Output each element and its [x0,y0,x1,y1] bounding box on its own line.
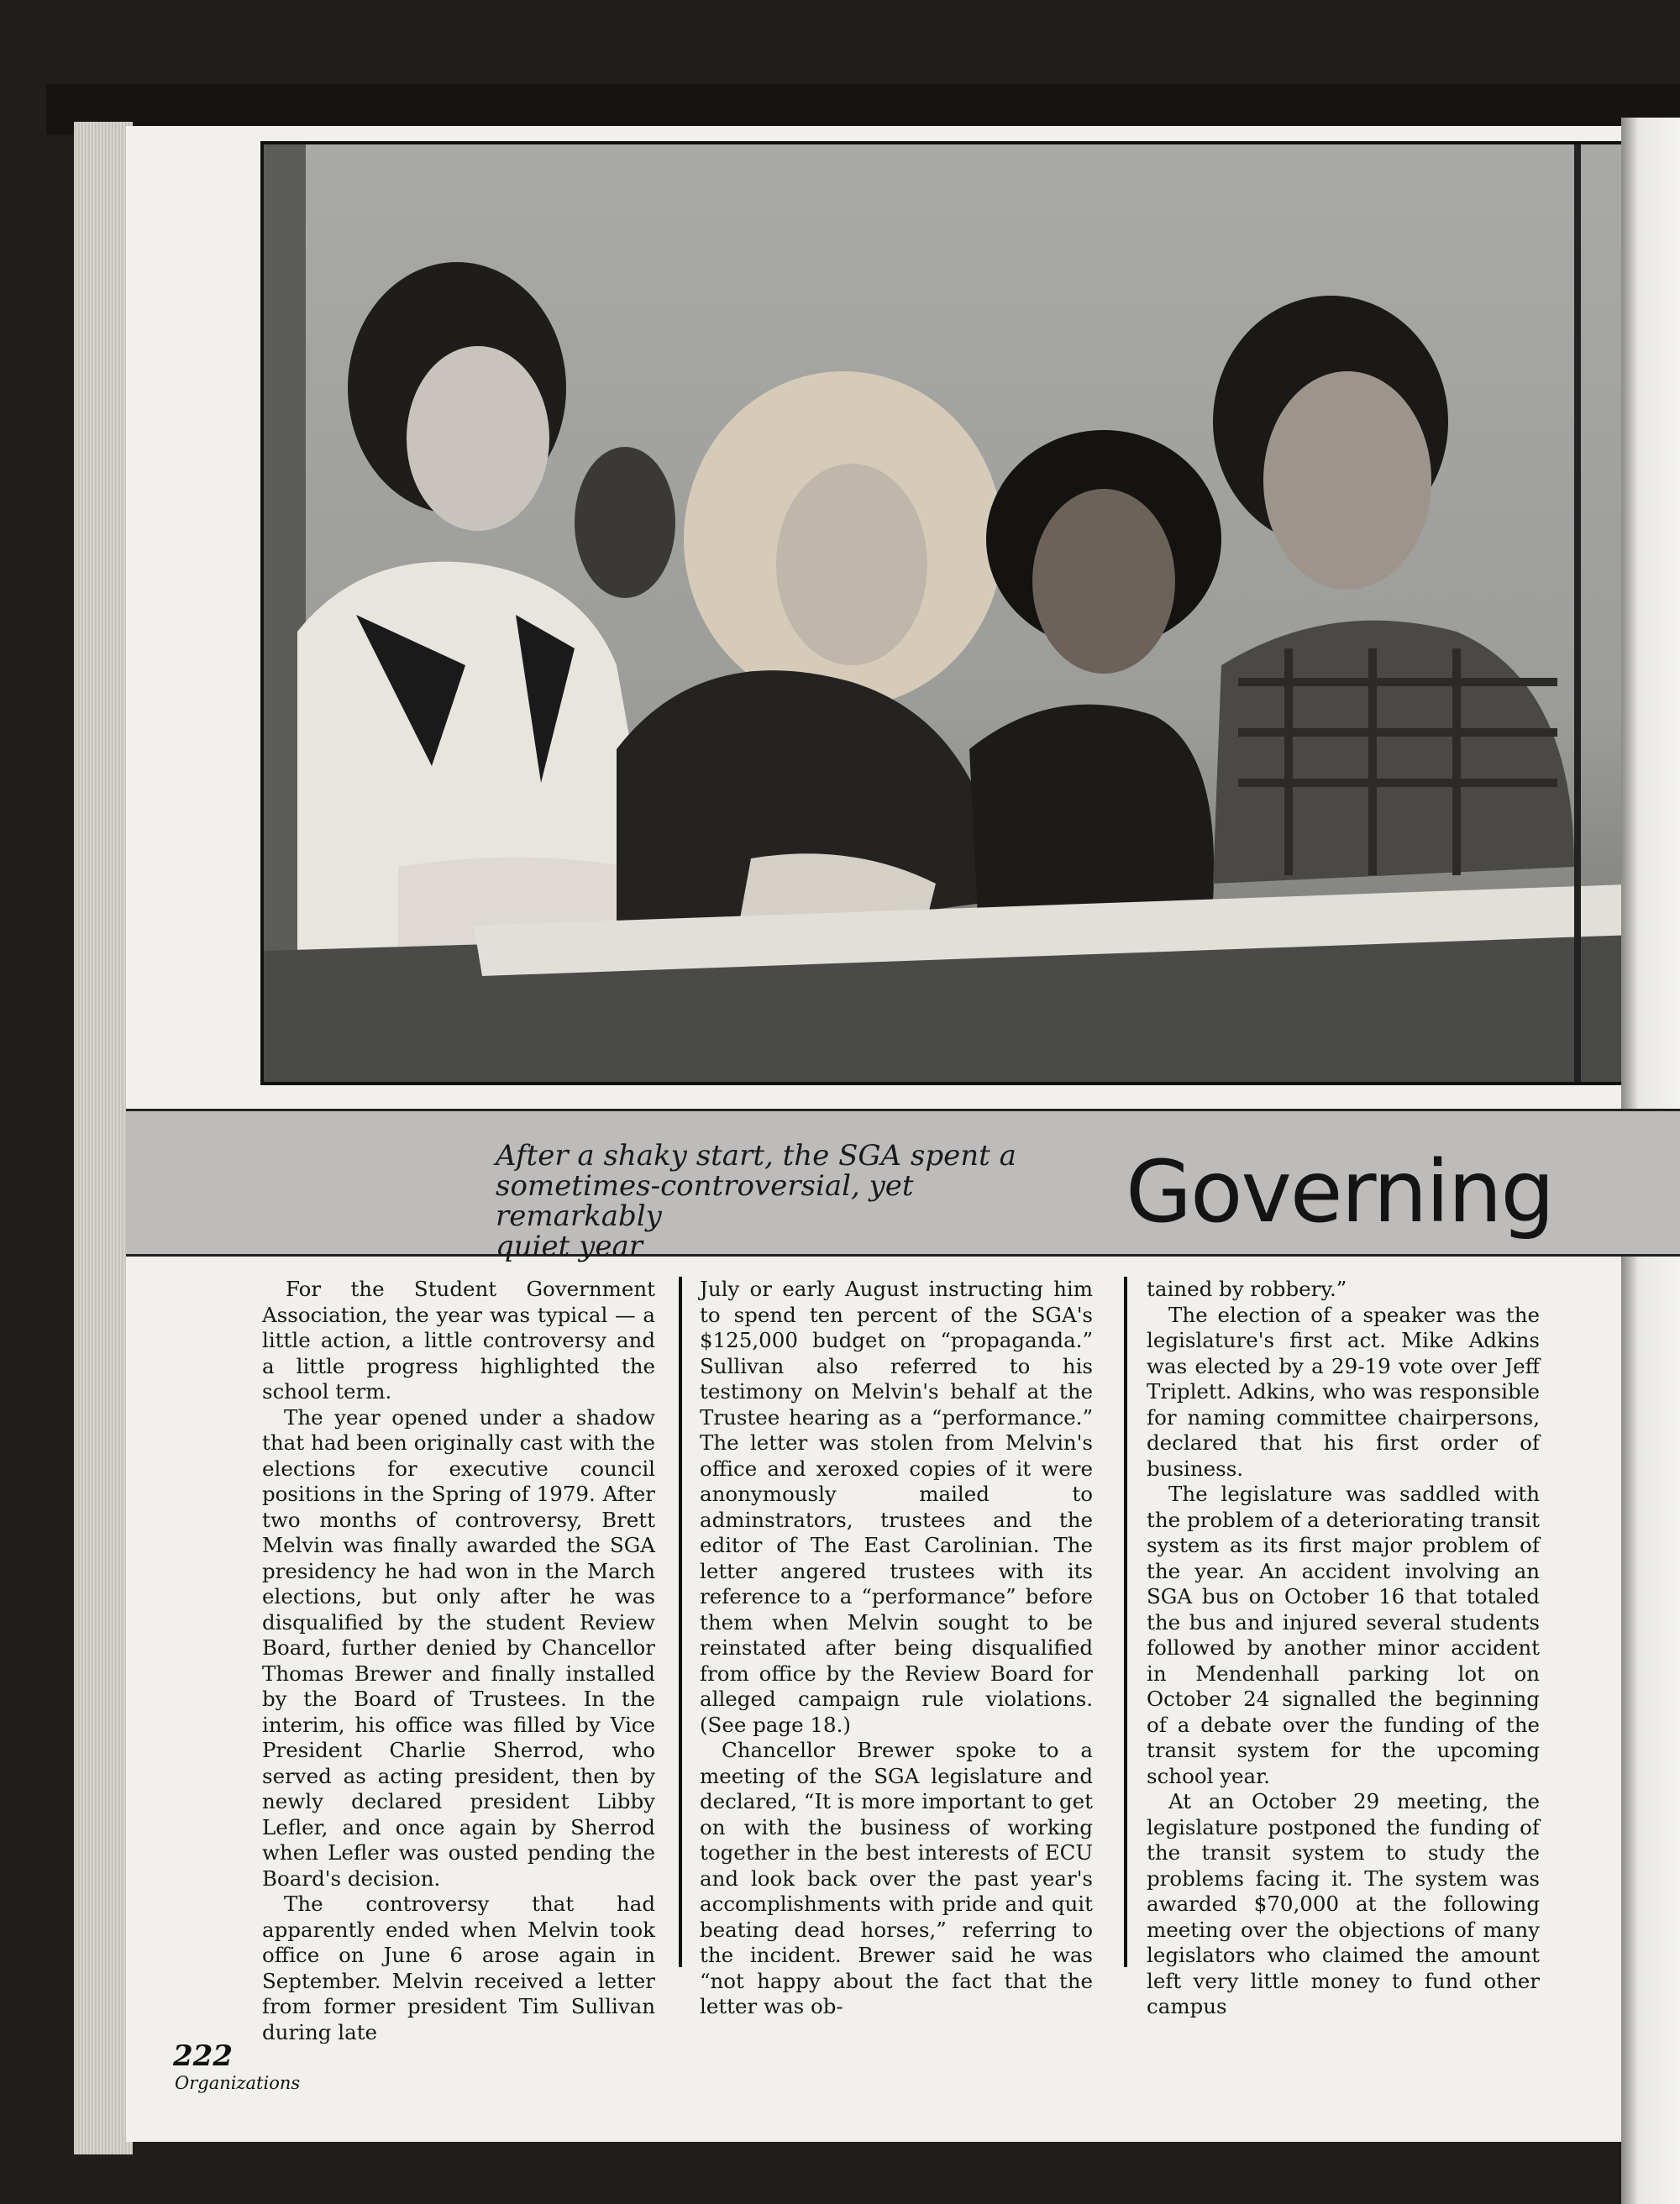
paragraph: For the Student Government Association, the year was typical — a little action, a little controversy and a little progress highlighted the school term. [262,1277,655,1404]
paragraph: At an October 29 meeting, the legislature postponed the funding of the transit system to study the problems facing it. The system was awarded $70,000 at the following meeting over the objections of many legislators who claimed the amount left very little money to fund other campus [1147,1789,1540,2018]
paragraph: tained by robbery.” [1147,1277,1347,1301]
article-title: Governing [1126,1142,1554,1242]
meeting-photo [260,141,1680,1085]
paragraph: Chancellor Brewer spoke to a meeting of the SGA legislature and declared, “It is more important to get on with the business of working together in the best interests of ECU and look back over the past year's accomplishments with pride and quit beating dead horses,” referring to the incident. Brewer said he was “not happy about the fact that the letter was ob- [700,1738,1093,2018]
column-rule [679,1277,682,1967]
text-column-2 [700,1277,1093,2020]
page-edges [74,122,133,2154]
paragraph: The controversy that had apparently ended when Melvin took office on June 6 arose again in September. Melvin received a letter from former president Tim Sullivan during late [262,1892,655,2044]
paragraph: The legislature was saddled with the problem of a deteriorating transit system as its first major problem of the year. An accident involving an SGA bus on October 16 that totaled the bus and injured several students followed by another minor accident in Mendenhall parking lot on October 24 signalled the beginning of a debate over the funding of the transit system for the upcoming school year. [1147,1482,1540,1788]
text-column-1 [262,1277,655,2045]
photo-students-at-meeting-table-icon [264,144,1680,1085]
column-rule [1124,1277,1127,1967]
paragraph: The year opened under a shadow that had been originally cast with the elections for executive council positions in the Spring of 1979. After two months of controversy, Brett Melvin was finally awarded the SGA presidency he had won in the March elections, but only after he was disqualified by the student Review Board, further denied by Chancellor Thomas Brewer and finally installed by the Board of Trustees. In the interim, his office was filled by Vice President Charlie Sherrod, who served as acting president, then by newly declared president Libby Lefler, and once again by Sherrod when Lefler was ousted pending the Board's decision. [262,1404,655,1891]
text-column-3 [1147,1277,1540,2020]
paragraph: The election of a speaker was the legislature's first act. Mike Adkins was elected by a 29-19 vote over Jeff Triplett. Adkins, who was responsible for naming committee chairpersons, declared that his first order of business. [1147,1302,1540,1481]
section-label: Organizations [175,2073,301,2093]
page-number: 222 [173,2039,233,2073]
article-subtitle: After a shaky start, the SGA spent a sometimes-controversial, yet remarkably quiet year [496,1139,1016,1263]
paragraph: July or early August instructing him to spend ten percent of the SGA's $125,000 budget on “propaganda.” Sullivan also referred to his testimony on Melvin's behalf at the Trustee hearing as a “performance.” The letter was stolen from Melvin's office and xeroxed copies of it were anonymously mailed to adminstrators, trustees and the editor of The East Carolinian. The letter angered trustees with its reference to a “performance” before them when Melvin sought to be reinstated after being disqualified from office by the Review Board for alleged campaign rule violations. (See page 18.) [700,1277,1093,1737]
